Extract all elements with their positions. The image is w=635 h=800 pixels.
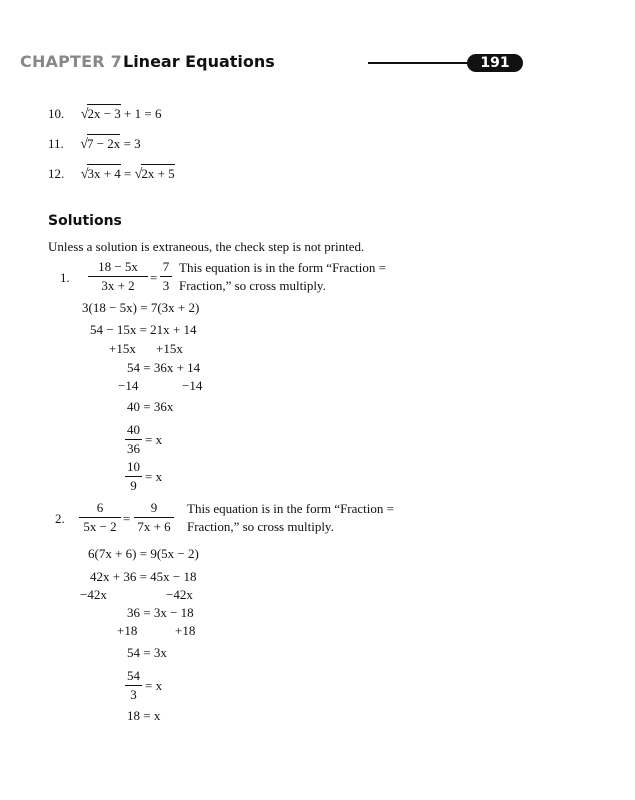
- solution-2-step: −42x: [80, 587, 107, 602]
- solution-1-step: 3(18 − 5x) = 7(3x + 2): [82, 300, 200, 315]
- header-rule: [368, 62, 480, 64]
- solution-1-left-fraction: [88, 259, 148, 294]
- solution-2-right-fraction: [134, 500, 174, 535]
- solution-2-step: −42x: [166, 587, 193, 602]
- radicand: 7 − 2x: [86, 136, 121, 151]
- numerator: 6: [79, 500, 121, 518]
- denominator: 7x + 6: [137, 519, 171, 534]
- solution-2-step: 42x + 36 = 45x − 18: [90, 569, 197, 584]
- denominator: 9: [130, 478, 137, 493]
- problem-10: [48, 104, 161, 123]
- radicand: 2x − 3: [87, 106, 121, 121]
- solution-1-step: 40 = 36x: [127, 399, 174, 414]
- solution-2-left-fraction: [79, 500, 121, 535]
- problem-number: 11.: [48, 136, 64, 151]
- solution-1-step: 54 − 15x = 21x + 14: [90, 322, 197, 337]
- solution-2-comment: This equation is in the form “Fraction = Fraction,” so cross multiply.: [187, 501, 394, 534]
- solution-1-step: −14: [118, 378, 139, 393]
- numerator: 40: [125, 422, 142, 440]
- problem-number: 12.: [48, 166, 65, 181]
- solution-1-step: +15x: [156, 341, 183, 356]
- solution-2-fraction-step: [125, 668, 142, 703]
- denominator: 3: [162, 278, 170, 293]
- equals-sign: =: [124, 166, 132, 181]
- solution-1-right-fraction: [160, 259, 172, 294]
- chapter-title: Linear Equations: [123, 52, 275, 71]
- numerator: 54: [125, 668, 142, 686]
- solution-1-step: = x: [145, 469, 163, 484]
- numerator: 7: [160, 259, 172, 277]
- equals-sign: =: [123, 511, 131, 526]
- problem-11: [48, 134, 141, 153]
- solution-2-step: = x: [145, 678, 163, 693]
- numerator: 10: [125, 459, 142, 477]
- sqrt-icon: √: [80, 167, 89, 182]
- solution-1-number: 1.: [60, 270, 70, 285]
- radicand: 2x + 5: [141, 166, 175, 181]
- equals-sign: =: [150, 270, 158, 285]
- solution-1-comment: This equation is in the form “Fraction = Fraction,” so cross multiply.: [179, 260, 386, 293]
- page-number-badge: 191: [467, 54, 523, 72]
- solution-2-step: +18: [175, 623, 196, 638]
- solution-1-fraction-step: [125, 422, 142, 457]
- solution-1-fraction-step: [125, 459, 142, 494]
- solution-2-step: 36 = 3x − 18: [127, 605, 194, 620]
- solution-1-step: +15x: [109, 341, 136, 356]
- solution-2-step: 6(7x + 6) = 9(5x − 2): [88, 546, 199, 561]
- solution-2-step: 18 = x: [127, 708, 161, 723]
- sqrt-icon: √: [134, 167, 143, 182]
- sqrt-icon: √: [80, 107, 89, 122]
- numerator: 9: [134, 500, 174, 518]
- solution-2-step: +18: [117, 623, 138, 638]
- solution-1-step: = x: [145, 432, 163, 447]
- denominator: 5x − 2: [83, 519, 117, 534]
- chapter-label: CHAPTER 7: [20, 52, 122, 71]
- problem-12: [48, 164, 175, 183]
- solution-1-step: 54 = 36x + 14: [127, 360, 201, 375]
- solutions-heading: Solutions: [48, 213, 122, 229]
- numerator: 18 − 5x: [88, 259, 148, 277]
- solution-1-step: −14: [182, 378, 203, 393]
- denominator: 36: [127, 441, 140, 456]
- solution-2-number: 2.: [55, 511, 65, 526]
- denominator: 3x + 2: [101, 278, 135, 293]
- radicand: 3x + 4: [87, 166, 121, 181]
- denominator: 3: [130, 687, 137, 702]
- problem-number: 10.: [48, 106, 65, 121]
- equation-rest: + 1 = 6: [124, 106, 162, 121]
- solutions-intro: Unless a solution is extraneous, the check step is not printed.: [48, 239, 365, 254]
- solution-2-step: 54 = 3x: [127, 645, 167, 660]
- sqrt-icon: √: [80, 137, 88, 152]
- equation-rest: = 3: [123, 136, 141, 151]
